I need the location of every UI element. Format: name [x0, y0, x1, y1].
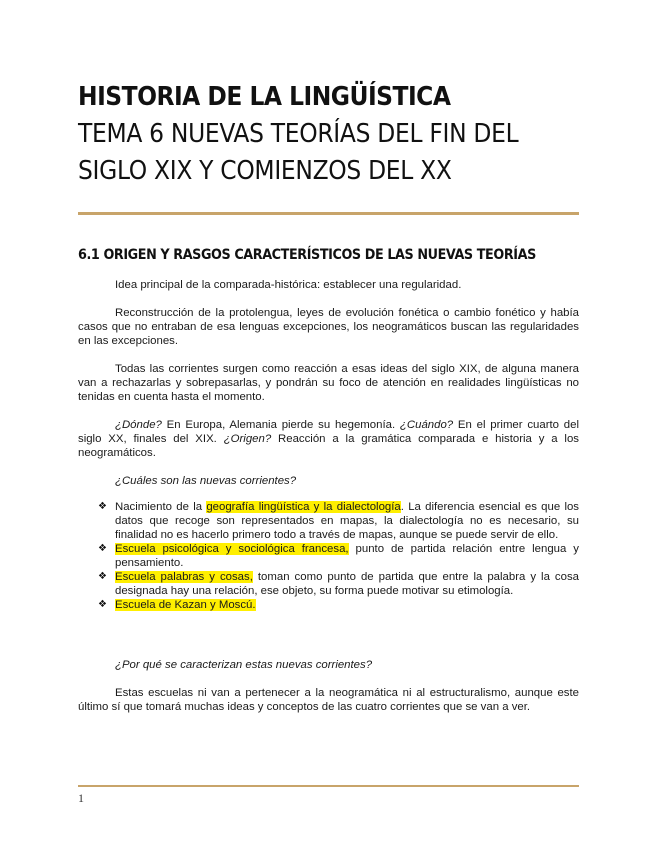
highlighted-text: Escuela de Kazan y Moscú. — [115, 599, 256, 611]
list-item-text: . La diferencia esencial es que los datos que recoge son representados en mapas, la dialectología no es necesario, su finalidad no es hacerlo primero todo a través de mapas, aunque se puede servir de ello. — [115, 501, 579, 541]
question-characteristics: ¿Por qué se caracterizan estas nuevas corrientes? — [115, 659, 373, 671]
answer-where: En Europa, Alemania pierde su hegemonía. — [161, 419, 400, 431]
document-title: HISTORIA DE LA LINGÜÍSTICA — [78, 82, 451, 112]
paragraph-2: Reconstrucción de la protolengua, leyes de evolución fonética o cambio fonético y había casos que no entraban de esa lenguas excepciones, los neogramáticos buscan las regularidades en las excepciones. — [78, 307, 579, 347]
highlighted-text: geografía lingüística y la dialectología — [206, 501, 401, 513]
diamond-bullet-icon: ❖ — [98, 571, 107, 582]
document-subtitle: TEMA 6 NUEVAS TEORÍAS DEL FIN DEL SIGLO XIX Y COMIENZOS DEL XX — [78, 119, 519, 186]
answer-when: En el primer cuarto del siglo XX, finales del XIX. — [78, 419, 579, 445]
list-item — [78, 598, 579, 612]
list-item — [78, 570, 579, 598]
currents-list — [78, 500, 579, 612]
answer-origin: Reacción a la gramática comparada e historia y a los neogramáticos. — [78, 433, 579, 459]
highlighted-text: Escuela palabras y cosas, — [115, 571, 253, 583]
paragraph-1: Idea principal de la comparada-histórica: establecer una regularidad. — [115, 279, 462, 291]
highlighted-text: Escuela psicológica y sociológica francesa, — [115, 543, 349, 555]
question-where: ¿Dónde? — [115, 419, 162, 431]
footer-divider — [78, 785, 579, 787]
question-origin: ¿Origen? — [223, 433, 272, 445]
list-item-text: toman como punto de partida que entre la palabra y la cosa designada hay una relación, ese objeto, su forma puede motivar su etimología. — [115, 571, 579, 597]
diamond-bullet-icon: ❖ — [98, 599, 107, 610]
diamond-bullet-icon: ❖ — [98, 543, 107, 554]
question-currents: ¿Cuáles son las nuevas corrientes? — [115, 475, 297, 487]
list-item-text: punto de partida relación entre lengua y pensamiento. — [115, 543, 579, 569]
question-when: ¿Cuándo? — [399, 419, 454, 431]
page-number: 1 — [78, 791, 84, 805]
list-item — [78, 542, 579, 570]
paragraph-4 — [78, 418, 579, 460]
paragraph-5: Estas escuelas ni van a pertenecer a la neogramática ni al estructuralismo, aunque este último sí que tomará muchas ideas y conceptos de las cuatro corrientes que se van a ver. — [78, 687, 579, 713]
section-heading: 6.1 ORIGEN Y RASGOS CARACTERÍSTICOS DE LAS NUEVAS TEORÍAS — [78, 247, 536, 263]
diamond-bullet-icon: ❖ — [98, 501, 107, 512]
title-divider — [78, 212, 579, 215]
list-item-text: Nacimiento de la — [115, 501, 207, 513]
paragraph-3: Todas las corrientes surgen como reacción a esas ideas del siglo XIX, de alguna manera van a rechazarlas y sobrepasarlas, y pondrán su foco de atención en realidades lingüísticas no tenidas en cuenta hasta el momento. — [78, 363, 579, 403]
list-item — [78, 500, 579, 542]
